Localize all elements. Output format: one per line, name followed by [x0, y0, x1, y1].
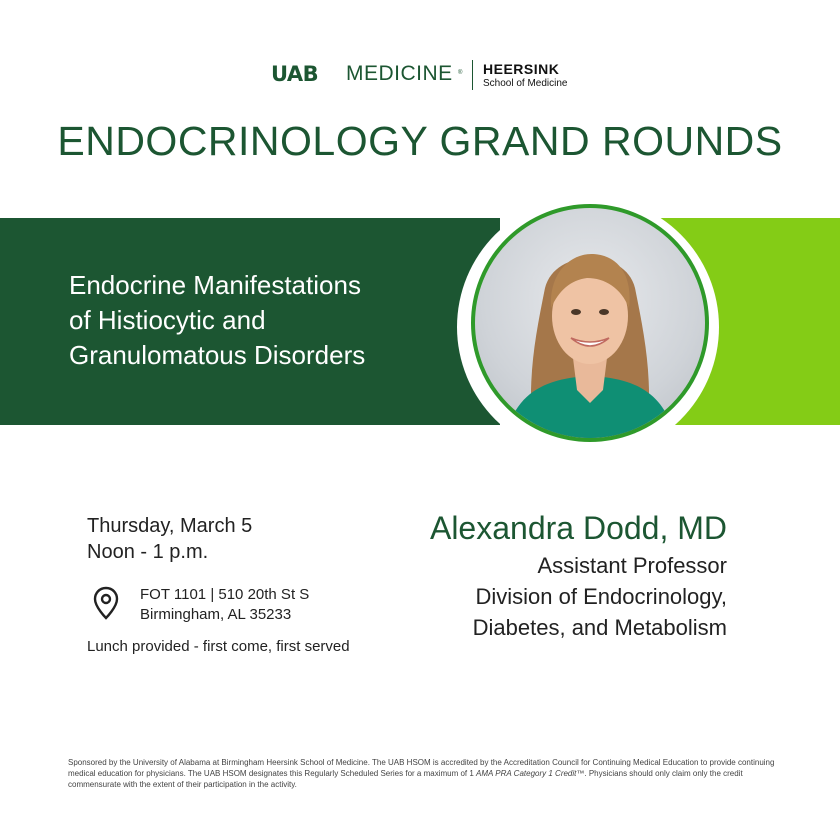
logo-uab-text: UAB — [271, 62, 319, 86]
logo-school-text: School of Medicine — [483, 78, 568, 89]
cme-disclaimer — [68, 757, 778, 790]
logo-trademark: ® — [458, 70, 463, 76]
speaker-photo — [471, 204, 709, 442]
map-pin-icon — [92, 586, 120, 620]
event-location — [140, 585, 309, 625]
talk-title-line-3: Granulomatous Disorders — [69, 340, 366, 370]
speaker-portrait-illustration — [475, 208, 705, 438]
logo-divider — [472, 60, 473, 90]
talk-title — [69, 268, 449, 373]
speaker-info — [473, 550, 727, 643]
event-date: Thursday, March 5 — [87, 515, 253, 537]
uab-medicine-logo — [0, 60, 840, 94]
disclaimer-credit: AMA PRA Category 1 Credit™ — [476, 769, 585, 778]
talk-title-line-1: Endocrine Manifestations — [69, 270, 361, 300]
location-line-2: Birmingham, AL 35233 — [140, 606, 292, 623]
disclaimer-text: Sponsored by the University of Alabama at Birmingham Heersink School of Medicine. The UAB HSOM is accredited by the Accreditation Council for Continuing Medical Education to provide continuing medical education for physicians. The UAB HSOM designates this Regularly Scheduled Series for a maximum of 1 — [68, 758, 775, 778]
page-title: ENDOCRINOLOGY GRAND ROUNDS — [57, 118, 783, 164]
disclaimer-text-end: . Physicians should only claim only the credit commensurate with the extent of their participation in the activity. — [68, 769, 743, 789]
speaker-title: Assistant Professor — [537, 553, 727, 578]
speaker-division-line-2: Diabetes, and Metabolism — [472, 615, 727, 640]
talk-title-line-2: of Histiocytic and — [69, 305, 266, 335]
speaker-division-line-1: Division of Endocrinology, — [475, 584, 727, 609]
location-line-1: FOT 1101 | 510 20th St S — [140, 586, 310, 603]
lunch-note: Lunch provided - first come, first served — [87, 638, 350, 655]
logo-medicine-text: MEDICINE — [346, 62, 453, 85]
speaker-name: Alexandra Dodd, MD — [429, 510, 727, 546]
logo-heersink-text: HEERSINK — [483, 61, 560, 77]
event-time: Noon - 1 p.m. — [87, 541, 209, 563]
event-datetime — [87, 513, 252, 565]
